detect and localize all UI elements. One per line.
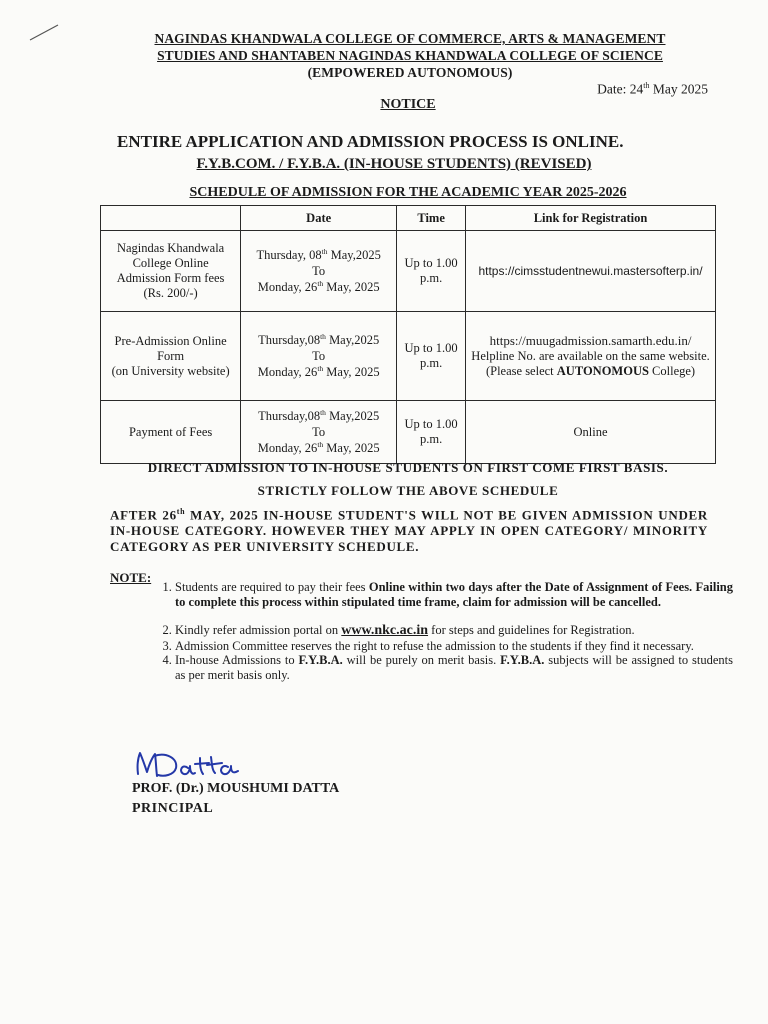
row-date: Thursday,08th May,2025 To Monday, 26th May, 2025 xyxy=(241,401,397,464)
notice-heading: NOTICE xyxy=(380,97,436,112)
row-time: Up to 1.00 p.m. xyxy=(397,401,466,464)
row-date: Thursday,08th May,2025 To Monday, 26th May, 2025 xyxy=(241,312,397,401)
header-link: Link for Registration xyxy=(466,206,716,231)
table-row xyxy=(101,312,716,401)
schedule-title: SCHEDULE OF ADMISSION FOR THE ACADEMIC YEAR 2025-2026 xyxy=(189,185,627,200)
college-status: (EMPOWERED AUTONOMOUS) xyxy=(307,65,513,80)
online-process-title: ENTIRE APPLICATION AND ADMISSION PROCESS IS ONLINE. xyxy=(117,132,624,151)
row-activity: Nagindas Khandwala College Online Admission Form fees (Rs. 200/-) xyxy=(101,231,241,312)
row-link: Online xyxy=(466,401,716,464)
list-item: 3. Admission Committee reserves the right to refuse the admission to the students if they find it necessary. xyxy=(175,639,733,654)
university-link[interactable]: https://muugadmission.samarth.edu.in/ xyxy=(489,333,692,349)
principal-name: PROF. (Dr.) MOUSHUMI DATTA xyxy=(132,781,340,796)
college-website-link[interactable]: www.nkc.ac.in xyxy=(341,623,429,638)
row-time: Up to 1.00 p.m. xyxy=(397,231,466,312)
table-row xyxy=(101,401,716,464)
row-activity: Payment of Fees xyxy=(101,401,241,464)
table-header-row xyxy=(101,206,716,231)
table-row xyxy=(101,231,716,312)
registration-link[interactable]: https://cimsstudentnewui.mastersofterp.in/ xyxy=(466,231,716,312)
helpline-text: Helpline No. are available on the same website. xyxy=(471,348,710,363)
notice-date: Date: 24th May 2025 xyxy=(597,81,708,97)
row-date: Thursday, 08th May,2025 To Monday, 26th May, 2025 xyxy=(241,231,397,312)
principal-title: PRINCIPAL xyxy=(132,801,214,816)
schedule-table xyxy=(100,205,716,464)
after-deadline-text: AFTER 26th MAY, 2025 IN-HOUSE STUDENT'S WILL NOT BE GIVEN ADMISSION UNDER IN-HOUSE CATEGORY. HOWEVER THEY MAY APPLY IN OPEN CATEGORY/ MINORITY CATEGORY AS PER UNIVERSITY SCHEDULE. xyxy=(110,507,708,555)
list-item: 2. Kindly refer admission portal on www.nkc.ac.in for steps and guidelines for Registration. xyxy=(175,623,733,639)
row-time: Up to 1.00 p.m. xyxy=(397,312,466,401)
select-autonomous-text: (Please select AUTONOMOUS College) xyxy=(485,363,696,378)
direct-admission-text: DIRECT ADMISSION TO IN-HOUSE STUDENTS ON FIRST COME FIRST BASIS. xyxy=(147,460,669,475)
header-activity xyxy=(101,206,241,231)
notes-list xyxy=(150,580,733,682)
note-label: NOTE: xyxy=(110,570,152,585)
college-name-line2: STUDIES AND SHANTABEN NAGINDAS KHANDWALA COLLEGE OF SCIENCE xyxy=(157,48,663,63)
strict-schedule-text: STRICTLY FOLLOW THE ABOVE SCHEDULE xyxy=(257,483,559,498)
header-date: Date xyxy=(241,206,397,231)
list-item: 4. In-house Admissions to F.Y.B.A. will be purely on merit basis. F.Y.B.A. subjects will be assigned to students as per merit basis only. xyxy=(175,653,733,682)
principal-signature xyxy=(132,748,242,782)
row-activity: Pre-Admission Online Form (on University website) xyxy=(101,312,241,401)
row-link-cell xyxy=(466,312,716,401)
college-name-line1: NAGINDAS KHANDWALA COLLEGE OF COMMERCE, ARTS & MANAGEMENT xyxy=(154,31,666,46)
header-time: Time xyxy=(397,206,466,231)
list-item: 1. Students are required to pay their fees Online within two days after the Date of Assignment of Fees. Failing to complete this process within stipulated time frame, claim for admission will be cancelled. xyxy=(175,580,733,609)
course-title: F.Y.B.COM. / F.Y.B.A. (IN-HOUSE STUDENTS) (REVISED) xyxy=(196,156,592,172)
